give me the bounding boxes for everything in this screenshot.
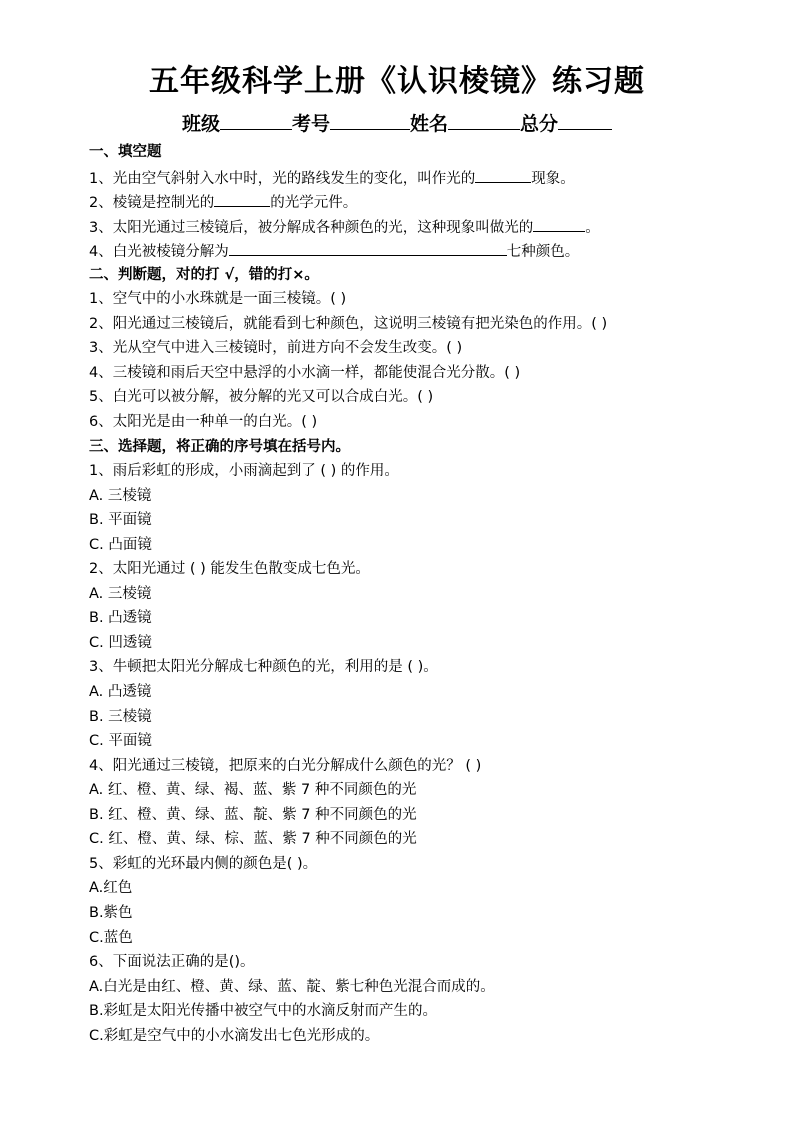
choice-option: A. 红、橙、黄、绿、褐、蓝、紫 7 种不同颜色的光 — [89, 782, 417, 799]
choice-option: B.彩虹是太阳光传播中被空气中的水滴反射而产生的。 — [89, 1003, 438, 1020]
score-blank[interactable] — [558, 110, 612, 130]
choice-option: C. 红、橙、黄、绿、棕、蓝、紫 7 种不同颜色的光 — [89, 831, 417, 848]
question-text: 2、棱镜是控制光的 — [89, 195, 215, 212]
question-text: 七种颜色。 — [506, 244, 580, 261]
answer-blank[interactable] — [533, 214, 585, 232]
choice-option: C. 凹透镜 — [89, 634, 152, 651]
question-text: 3、太阳光通过三棱镜后，被分解成各种颜色的光，这种现象叫做光的 — [89, 219, 534, 236]
judge-question: 1、空气中的小水珠就是一面三棱镜。( ) — [89, 291, 347, 308]
fill-question — [89, 238, 779, 263]
number-blank[interactable] — [330, 110, 410, 130]
class-label: 班级 — [181, 113, 220, 135]
question-text: 现象。 — [531, 170, 575, 187]
answer-blank[interactable] — [214, 189, 270, 207]
choice-option: A. 三棱镜 — [89, 487, 152, 504]
choice-option: A. 凸透镜 — [89, 684, 152, 701]
question-text: 。 — [585, 219, 600, 236]
choice-question: 6、下面说法正确的是()。 — [89, 954, 255, 971]
judge-question: 4、三棱镜和雨后天空中悬浮的小水滴一样，都能使混合光分散。( ) — [89, 364, 521, 381]
choice-option: C.蓝色 — [89, 929, 133, 946]
worksheet-content — [89, 140, 779, 1048]
answer-blank[interactable] — [229, 238, 507, 256]
section-heading: 三、选择题，将正确的序号填在括号内。 — [89, 438, 350, 455]
judge-question: 2、阳光通过三棱镜后，就能看到七种颜色，这说明三棱镜有把光染色的作用。( ) — [89, 315, 608, 332]
choice-option: B. 平面镜 — [89, 512, 152, 529]
choice-option: B. 三棱镜 — [89, 708, 152, 725]
choice-option: A. 三棱镜 — [89, 585, 152, 602]
class-blank[interactable] — [220, 110, 292, 130]
section-heading: 一、填空题 — [89, 144, 162, 160]
choice-option: A.红色 — [89, 880, 133, 897]
choice-option: C. 凸面镜 — [89, 536, 152, 553]
score-label: 总分 — [520, 113, 559, 135]
choice-option: B. 红、橙、黄、绿、蓝、靛、紫 7 种不同颜色的光 — [89, 806, 417, 823]
question-text: 1、光由空气斜射入水中时，光的路线发生的变化，叫作光的 — [89, 170, 476, 187]
section-heading: 二、判断题，对的打 √，错的打×。 — [89, 266, 319, 283]
judge-question: 6、太阳光是由一种单一的白光。( ) — [89, 414, 318, 431]
question-text: 的光学元件。 — [270, 195, 358, 212]
judge-question: 3、光从空气中进入三棱镜时，前进方向不会发生改变。( ) — [89, 340, 463, 357]
choice-option: B.紫色 — [89, 904, 133, 921]
number-label: 考号 — [291, 113, 330, 135]
name-label: 姓名 — [410, 113, 449, 135]
fill-question — [89, 189, 779, 214]
student-info-row — [0, 108, 794, 140]
choice-question: 4、阳光通过三棱镜，把原来的白光分解成什么颜色的光？ ( ) — [89, 757, 482, 774]
name-blank[interactable] — [448, 110, 520, 130]
fill-question — [89, 165, 779, 190]
choice-question: 2、太阳光通过 ( ) 能发生色散变成七色光。 — [89, 561, 370, 578]
fill-question — [89, 214, 779, 239]
choice-option: B. 凸透镜 — [89, 610, 152, 627]
question-text: 4、白光被棱镜分解为 — [89, 244, 229, 261]
choice-question: 1、雨后彩虹的形成，小雨滴起到了 ( ) 的作用。 — [89, 463, 399, 480]
choice-option: A.白光是由红、橙、黄、绿、蓝、靛、紫七种色光混合而成的。 — [89, 978, 495, 995]
judge-question: 5、白光可以被分解，被分解的光又可以合成白光。( ) — [89, 389, 434, 406]
choice-question: 5、彩虹的光环最内侧的颜色是( )。 — [89, 855, 318, 872]
choice-option: C.彩虹是空气中的小水滴发出七色光形成的。 — [89, 1027, 380, 1044]
answer-blank[interactable] — [475, 165, 531, 183]
choice-question: 3、牛顿把太阳光分解成七种颜色的光，利用的是 ( )。 — [89, 659, 438, 676]
page-title: 五年级科学上册《认识棱镜》练习题 — [149, 64, 645, 99]
choice-option: C. 平面镜 — [89, 733, 152, 750]
